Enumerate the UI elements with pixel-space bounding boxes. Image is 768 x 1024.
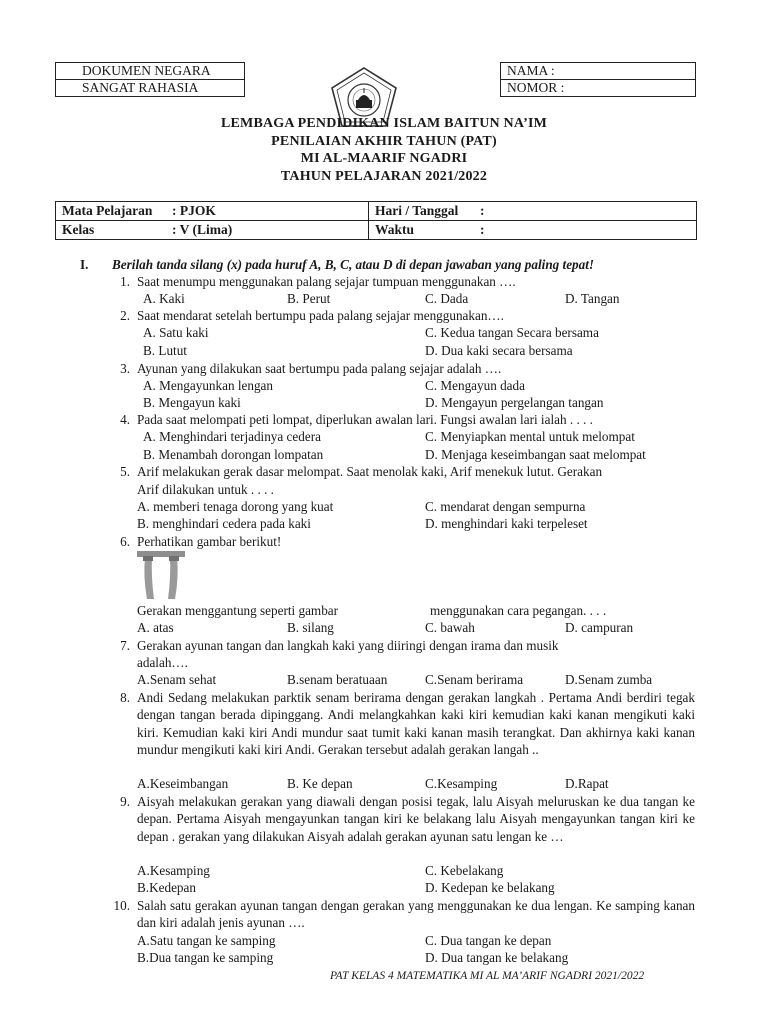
option-b[interactable]: B. Mengayun kaki: [143, 395, 241, 410]
option-c[interactable]: C. Mengayun dada: [425, 378, 525, 393]
question-text: Saat mendarat setelah bertumpu pada palang sejajar menggunakan….: [137, 308, 504, 323]
option-b[interactable]: B. silang: [287, 620, 334, 635]
student-identity-box: [500, 62, 696, 97]
option-d[interactable]: D. menghindari kaki terpeleset: [425, 516, 588, 531]
option-d[interactable]: D. Menjaga keseimbangan saat melompat: [425, 447, 646, 462]
option-a[interactable]: A.Senam sehat: [137, 672, 217, 687]
option-d[interactable]: D. Tangan: [565, 291, 620, 306]
question-number: 7.: [120, 638, 130, 653]
class-label: Kelas: [62, 222, 95, 237]
question-text: Perhatikan gambar berikut!: [137, 534, 282, 549]
question-number: 3.: [120, 361, 130, 376]
option-c[interactable]: C. Dua tangan ke depan: [425, 933, 552, 948]
time-cell: [369, 221, 697, 240]
question-number: 5.: [120, 464, 130, 479]
doc-classification-line: DOKUMEN NEGARA: [56, 63, 245, 80]
option-d[interactable]: D. campuran: [565, 620, 634, 635]
doc-classification-line: SANGAT RAHASIA: [56, 80, 245, 97]
hanging-grip-illustration: [137, 551, 185, 599]
year-title: TAHUN PELAJARAN 2021/2022: [280, 169, 488, 184]
option-a[interactable]: A. memberi tenaga dorong yang kuat: [137, 499, 334, 514]
day-cell: [369, 202, 697, 221]
question-text: Arif dilakukan untuk . . . .: [137, 482, 274, 497]
option-c[interactable]: C. Kedua tangan Secara bersama: [425, 325, 599, 340]
option-a[interactable]: A.Keseimbangan: [137, 776, 229, 791]
question-text: Aisyah melakukan gerakan yang diawali dengan posisi tegak, lalu Aisyah meluruskan ke dua tangan ke depan. Pertama Aisyah mengayunkan tangan kiri ke belakang lalu Aisyah mengayunkan tangan kiri ke depan . gerakan yang dilakukan Aisyah adalah gerakan ayunan satu lengan ke …: [137, 794, 695, 844]
option-c[interactable]: C.Senam berirama: [425, 672, 524, 687]
option-d[interactable]: D. Kedepan ke belakang: [425, 880, 555, 895]
question-text: Arif melakukan gerak dasar melompat. Saat menolak kaki, Arif menekuk lutut. Gerakan: [137, 464, 603, 479]
option-d[interactable]: D. Dua tangan ke belakang: [425, 950, 569, 965]
option-c[interactable]: C. Dada: [425, 291, 469, 306]
option-c[interactable]: C. mendarat dengan sempurna: [425, 499, 586, 514]
day-label: Hari / Tanggal: [375, 203, 459, 218]
question-text: Saat menumpu menggunakan palang sejajar tumpuan menggunakan ….: [137, 274, 516, 289]
option-a[interactable]: A. Kaki: [143, 291, 185, 306]
section-number: I.: [80, 257, 89, 272]
option-a[interactable]: A. Mengayunkan lengan: [143, 378, 274, 393]
option-c[interactable]: C.Kesamping: [425, 776, 498, 791]
page-footer: PAT KELAS 4 MATEMATIKA MI AL MA’ARIF NGADRI 2021/2022: [330, 970, 645, 982]
question-text: Gerakan ayunan tangan dan langkah kaki yang diiringi dengan irama dan musik: [137, 638, 559, 653]
question-text: Andi Sedang melakukan parktik senam berirama dengan gerakan langkah . Pertama Andi berdiri tegak dengan tangan berada dipinggang. Andi melangkahkan kaki kiri kemudian kaki kanan mengikuti kaki kiri. Kemudian kaki kiri Andi mundur saat tumit kaki kanan masih terangkat. Dan akhirnya kaki kanan mundur mengikuti kaki kiri Andi. Gerakan tersebut adalah gerakan langah ..: [137, 690, 695, 757]
option-d[interactable]: D. Dua kaki secara bersama: [425, 343, 573, 358]
option-b[interactable]: B. menghindari cedera pada kaki: [137, 516, 311, 531]
question-text: adalah….: [137, 655, 188, 670]
option-d[interactable]: D.Rapat: [565, 776, 609, 791]
question-number: 1.: [120, 274, 130, 289]
subject-value: : PJOK: [172, 203, 216, 218]
question-number: 2.: [120, 308, 130, 323]
day-value: :: [480, 203, 485, 218]
question-number: 4.: [120, 412, 130, 427]
option-a[interactable]: A.Satu tangan ke samping: [137, 933, 276, 948]
question-number: 8.: [120, 690, 130, 705]
class-value: : V (Lima): [172, 222, 233, 237]
option-a[interactable]: A.Kesamping: [137, 863, 210, 878]
option-c[interactable]: C. Kebelakang: [425, 863, 504, 878]
time-value: :: [480, 222, 485, 237]
school-title: MI AL-MAARIF NGADRI: [300, 151, 468, 166]
exam-title: PENILAIAN AKHIR TAHUN (PAT): [271, 134, 497, 149]
option-b[interactable]: B. Perut: [287, 291, 331, 306]
question-stem: Gerakan menggantung seperti gambar: [137, 603, 339, 618]
option-b[interactable]: B.Dua tangan ke samping: [137, 950, 274, 965]
option-b[interactable]: B.senam beratuaan: [287, 672, 388, 687]
question-number: 9.: [120, 794, 130, 809]
option-c[interactable]: C. bawah: [425, 620, 475, 635]
option-a[interactable]: A. Menghindari terjadinya cedera: [143, 429, 321, 444]
option-b[interactable]: B. Ke depan: [287, 776, 353, 791]
section-instruction: Berilah tanda silang (x) pada huruf A, B, C, atau D di depan jawaban yang paling tepat!: [112, 257, 595, 272]
document-classification-box: [55, 62, 245, 97]
class-cell: [56, 221, 369, 240]
question-number: 6.: [120, 534, 130, 549]
question-text: Ayunan yang dilakukan saat bertumpu pada palang sejajar adalah ….: [137, 361, 502, 376]
option-a[interactable]: A. atas: [137, 620, 174, 635]
question-number: 10.: [113, 898, 130, 913]
number-field[interactable]: NOMOR :: [501, 80, 696, 97]
question-stem: menggunakan cara pegangan. . . .: [430, 603, 607, 618]
option-b[interactable]: B. Menambah dorongan lompatan: [143, 447, 324, 462]
name-field[interactable]: NAMA :: [501, 63, 696, 80]
option-b[interactable]: B. Lutut: [143, 343, 187, 358]
exam-info-table: [55, 201, 697, 240]
time-label: Waktu: [375, 222, 415, 237]
question-text: Pada saat melompati peti lompat, diperlukan awalan lari. Fungsi awalan lari ialah . . . .: [137, 412, 593, 427]
subject-label: Mata Pelajaran: [62, 203, 153, 218]
question-text: Salah satu gerakan ayunan tangan dengan gerakan yang menggunakan ke dua lengan. Ke samping kanan dan kiri adalah jenis ayunan ….: [137, 898, 695, 931]
institution-title: LEMBAGA PENDIDIKAN ISLAM BAITUN NA’IM: [220, 116, 548, 131]
option-d[interactable]: D.Senam zumba: [565, 672, 653, 687]
option-c[interactable]: C. Menyiapkan mental untuk melompat: [425, 429, 635, 444]
option-a[interactable]: A. Satu kaki: [143, 325, 209, 340]
subject-cell: [56, 202, 369, 221]
option-b[interactable]: B.Kedepan: [137, 880, 196, 895]
option-d[interactable]: D. Mengayun pergelangan tangan: [425, 395, 604, 410]
